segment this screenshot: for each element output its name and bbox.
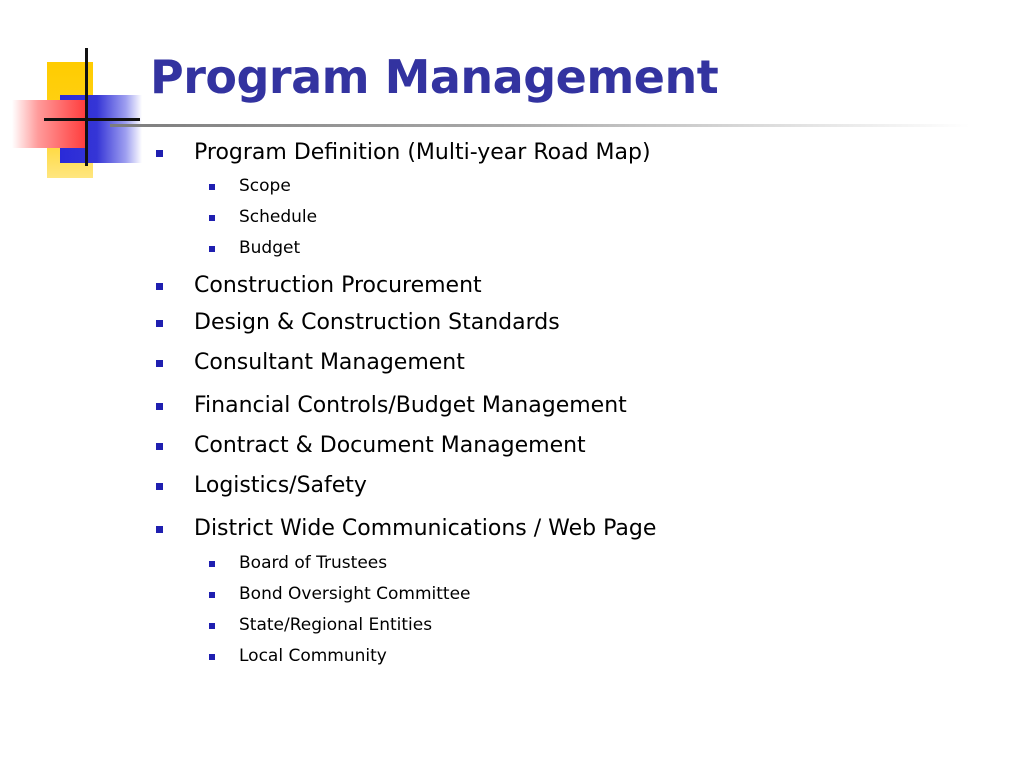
bullet-text: Contract & Document Management [194,433,586,458]
square-bullet-icon [209,654,215,660]
title-divider [110,124,970,127]
square-bullet-icon [209,246,215,252]
bullet-text: Budget [239,238,301,258]
square-bullet-icon [209,561,215,567]
bullet-text: District Wide Communications / Web Page [194,516,657,541]
logo-vertical-line [85,48,88,166]
logo-red-block [12,100,87,148]
square-bullet-icon [156,483,163,490]
bullet-text: Local Community [239,646,387,666]
square-bullet-icon [156,526,163,533]
bullet-text: Scope [239,176,291,196]
bullet-text: Program Definition (Multi-year Road Map) [194,140,651,165]
square-bullet-icon [209,184,215,190]
slide-title: Program Management [150,50,719,104]
logo-graphic [0,0,150,190]
bullet-text: Bond Oversight Committee [239,584,471,604]
logo-horizontal-line [44,118,140,121]
bullet-text: Logistics/Safety [194,473,367,498]
square-bullet-icon [156,360,163,367]
bullet-text: Board of Trustees [239,553,388,573]
square-bullet-icon [156,283,163,290]
bullet-text: State/Regional Entities [239,615,433,635]
bullet-text: Construction Procurement [194,273,482,298]
square-bullet-icon [156,320,163,327]
bullet-text: Schedule [239,207,318,227]
square-bullet-icon [156,403,163,410]
bullet-text: Consultant Management [194,350,465,375]
square-bullet-icon [156,443,163,450]
square-bullet-icon [209,623,215,629]
square-bullet-icon [209,215,215,221]
square-bullet-icon [209,592,215,598]
bullet-text: Financial Controls/Budget Management [194,393,627,418]
bullet-text: Design & Construction Standards [194,310,560,335]
square-bullet-icon [156,150,163,157]
